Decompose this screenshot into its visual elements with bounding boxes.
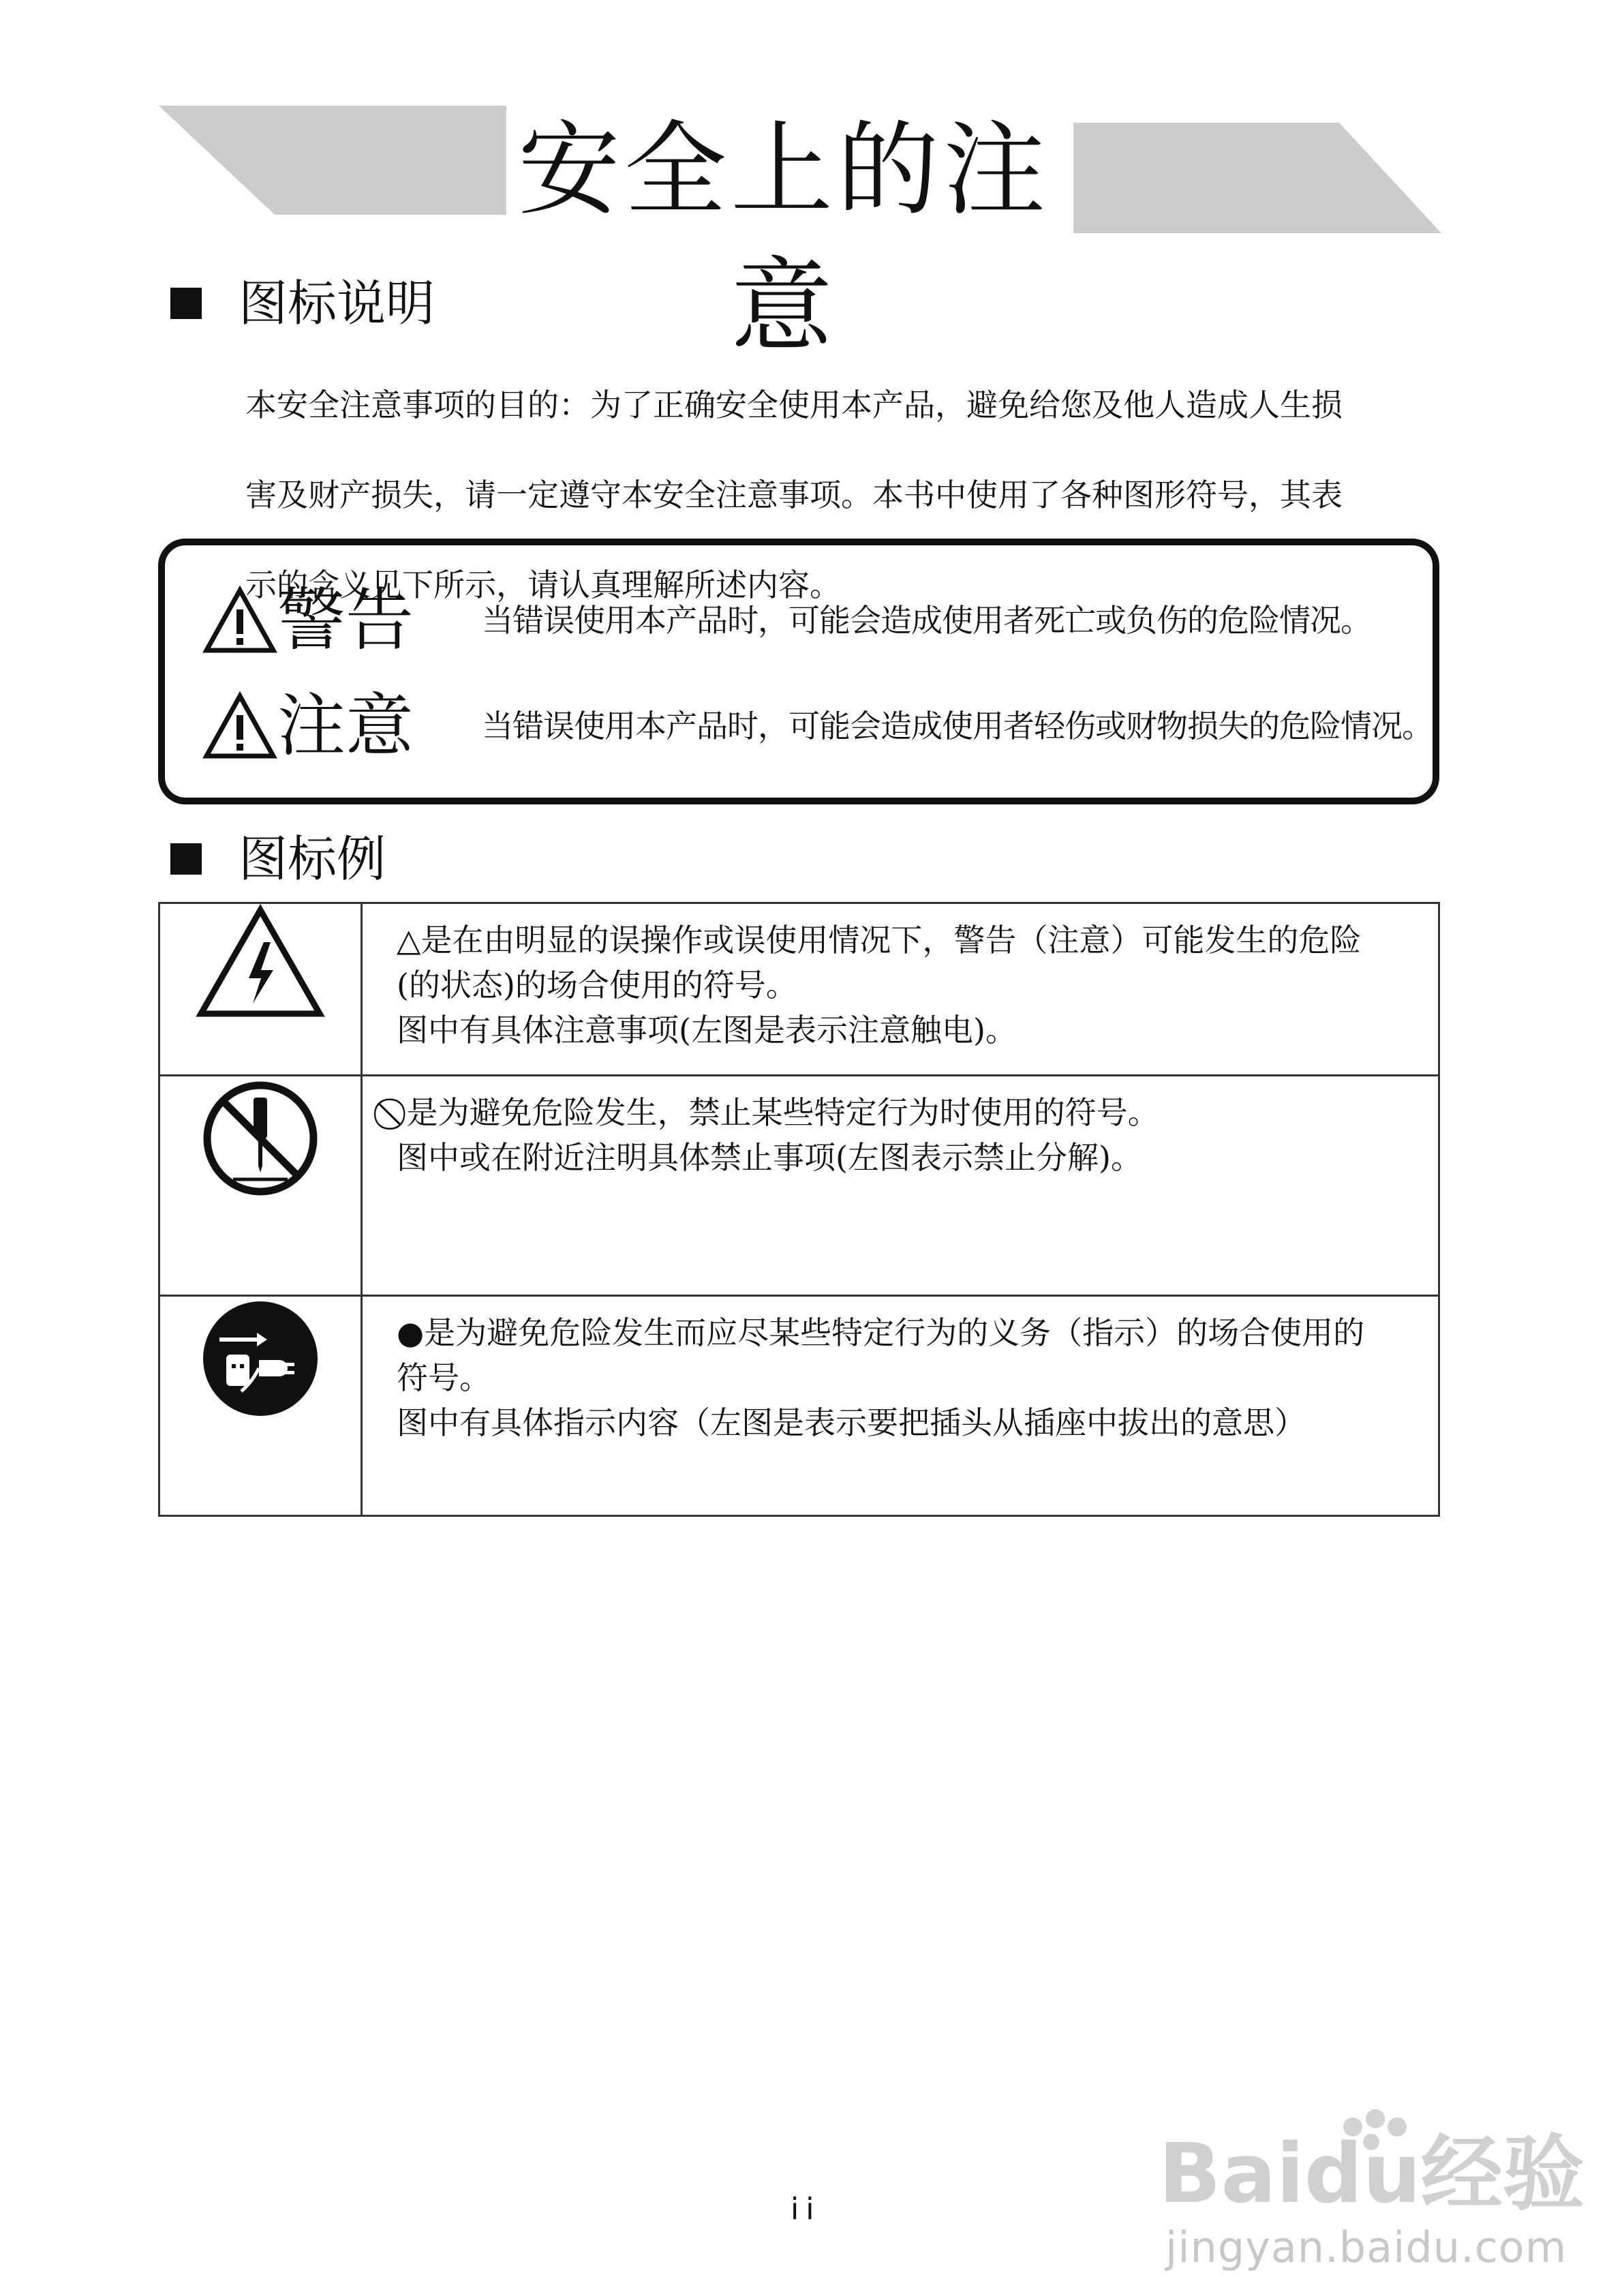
warning-description: 当错误使用本产品时，可能会造成使用者死亡或负伤的危险情况。 (482, 602, 1371, 639)
warning-row (202, 579, 1371, 661)
unplug-icon (199, 1297, 322, 1420)
warning-legend-box (158, 539, 1439, 804)
section-heading-icon-examples (170, 828, 386, 890)
electric-shock-warning-icon (196, 905, 325, 1021)
title-banner-right (1073, 123, 1441, 233)
watermark-logo-text: Baidu经验 (1159, 2127, 1585, 2222)
table-cell-text: ●是为避免危险发生而应尽某些特定行为的义务（指示）的场合使用的 (397, 1314, 1365, 1351)
section-heading-icon-legend (170, 273, 435, 334)
intro-line: 害及财产损失，请一定遵守本安全注意事项。本书中使用了各种图形符号，其表 (245, 477, 1343, 513)
page-number: ii (791, 2192, 821, 2226)
section-heading-text: 图标例 (239, 830, 386, 888)
page-title: 安全上的注意 (517, 111, 1050, 366)
no-disassembly-icon (199, 1077, 322, 1200)
intro-line: 示的含义见下所示，请认真理解所述内容。 (245, 567, 841, 603)
table-cell-text: △是在由明显的误操作或误使用情况下，警告（注意）可能发生的危险 (397, 922, 1362, 958)
table-row (159, 903, 1439, 1076)
intro-line: 本安全注意事项的目的：为了正确安全使用本产品，避免给您及他人造成人生损 (245, 387, 1343, 423)
title-banner-left (159, 106, 506, 215)
table-row (159, 1296, 1439, 1516)
bullet-square-icon (170, 843, 202, 875)
table-cell-text: 符号。 (397, 1359, 491, 1396)
warning-label: 警告 (277, 580, 414, 660)
table-cell-text: 图中有具体注意事项(左图是表示注意触电)。 (397, 1012, 1017, 1048)
baidu-jingyan-logo (1159, 2100, 1585, 2222)
table-row (159, 1076, 1439, 1296)
caution-label: 注意 (277, 686, 414, 766)
table-cell-text: 图中或在附近注明具体禁止事项(左图表示禁止分解)。 (397, 1139, 1142, 1176)
caution-row (202, 685, 1433, 767)
bullet-square-icon (170, 288, 202, 319)
table-cell-text: ⃠ 是为避免危险发生，禁止某些特定行为时使用的符号。 (397, 1094, 1159, 1131)
table-cell-text: (的状态)的场合使用的符号。 (397, 967, 797, 1003)
section-heading-text: 图标说明 (239, 275, 435, 332)
warning-triangle-icon (202, 586, 277, 654)
table-cell-text: 图中有具体指示内容（左图是表示要把插头从插座中拔出的意思） (397, 1404, 1306, 1441)
warning-triangle-icon (202, 692, 277, 760)
caution-description: 当错误使用本产品时，可能会造成使用者轻伤或财物损失的危险情况。 (482, 708, 1433, 744)
icon-examples-table (158, 902, 1440, 1517)
watermark-url: jingyan.baidu.com (1165, 2222, 1567, 2272)
